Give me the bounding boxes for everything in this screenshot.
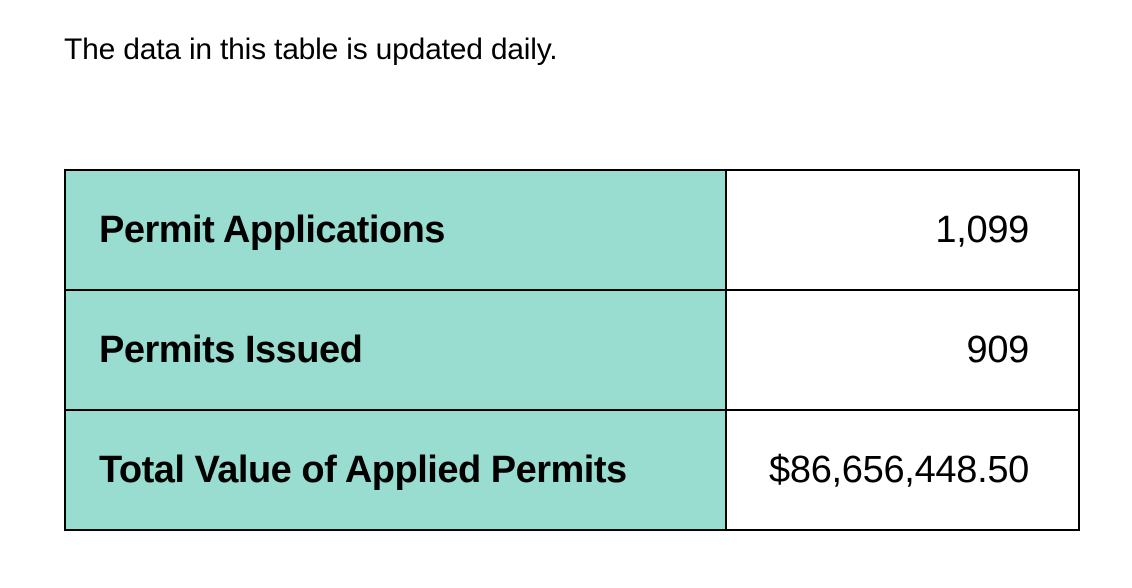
table-row-permit-applications: [65, 170, 1079, 290]
table-row-permits-issued: [65, 290, 1079, 410]
intro-text: The data in this table is updated daily.: [64, 33, 558, 66]
row-label-permit-applications: Permit Applications: [65, 170, 726, 290]
table-row-total-value: [65, 410, 1079, 530]
row-label-permits-issued: Permits Issued: [65, 290, 726, 410]
row-label-total-value: Total Value of Applied Permits: [65, 410, 726, 530]
permit-stats-table-body: [65, 170, 1079, 530]
row-value-permits-issued: 909: [726, 290, 1079, 410]
row-value-total-value: $86,656,448.50: [726, 410, 1079, 530]
permit-stats-table: [64, 169, 1080, 531]
row-value-permit-applications: 1,099: [726, 170, 1079, 290]
